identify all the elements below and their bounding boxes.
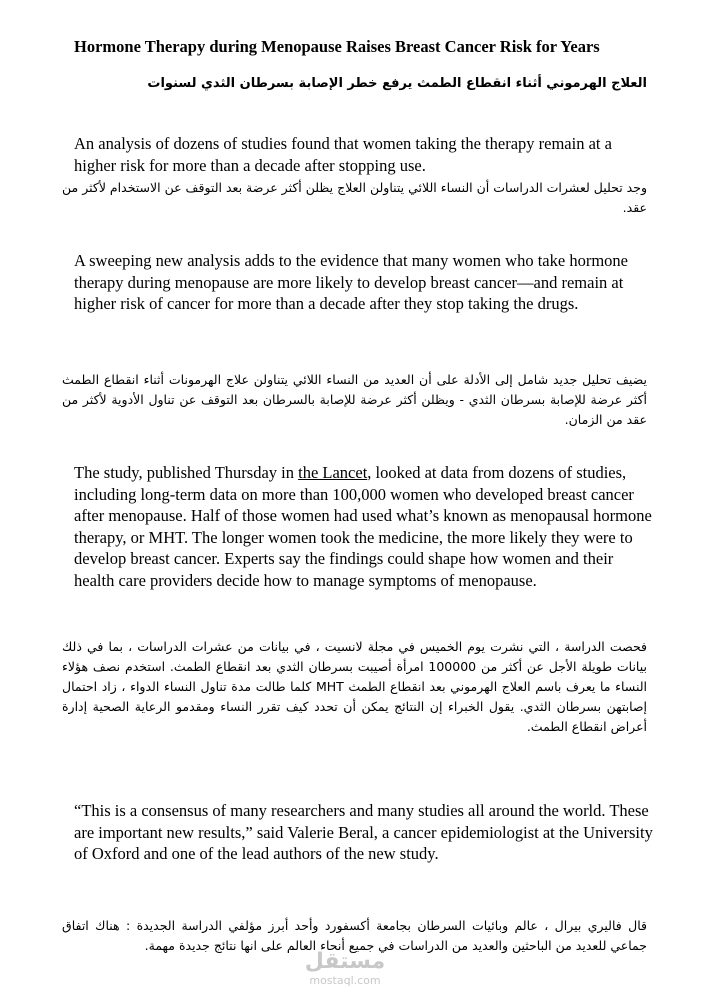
paragraph-1-english: An analysis of dozens of studies found that women taking the therapy remain at a higher risk for more than a decade after stopping use. — [74, 134, 612, 175]
paragraph-1-arabic: وجد تحليل لعشرات الدراسات أن النساء اللائي يتناولن العلاج يظلن أكثر عرضة بعد التوقف عن الاستخدام لأكثر من عقد. — [62, 180, 647, 215]
paragraph-3-text-start: The study, published Thursday in — [74, 463, 299, 482]
paragraph-4-arabic: قال فاليري بيرال ، عالم وبائيات السرطان بجامعة أكسفورد وأحد أبرز مؤلفي الدراسة الجديدة : هناك اتفاق جماعي للعديد من الباحثين والعديد من الدراسات في جميع أنحاء العالم على انها نتائج جديدة مهمة. — [62, 918, 647, 953]
paragraph-4-english: “This is a consensus of many researchers and many studies all around the world. These are important new results,” said Valerie Beral, a cancer epidemiologist at the University of Oxford and one of the lead authors of the new study. — [74, 801, 653, 863]
watermark-logo: مستقل — [304, 949, 386, 974]
watermark-site: mostaql.com — [309, 974, 381, 987]
paragraph-3-text-end: , looked at data from dozens of studies, including long-term data on more than 100,000 women who developed breast cancer after menopause. Half of those women had used what’s known as menopausal hormone therapy, or MHT. The longer women took the medicine, the more likely they were to develop breast cancer. Experts say the findings could shape how women and their health care providers decide how to manage symptoms of menopause. — [74, 463, 652, 590]
title-english: Hormone Therapy during Menopause Raises Breast Cancer Risk for Years — [74, 37, 600, 56]
paragraph-3-arabic: فحصت الدراسة ، التي نشرت يوم الخميس في مجلة لانسيت ، في بيانات من عشرات الدراسات ، بما في ذلك بيانات طويلة الأجل عن أكثر من 100000 امرأة أصيبت بسرطان الثدي بعد انقطاع الطمث. استخدم نصف هؤلاء النساء ما يعرف باسم العلاج الهرموني بعد انقطاع الطمث MHT كلما طالت مدة تناول النساء الدواء ، زاد احتمال إصابتهن بسرطان الثدي. يقول الخبراء إن النتائج يمكن أن تحدد كيف تقرر النساء ومقدمو الرعاية الصحية إدارة أعراض انقطاع الطمث. — [62, 639, 647, 734]
watermark — [290, 950, 400, 987]
lancet-link[interactable]: the Lancet — [298, 463, 368, 482]
paragraph-2-english: A sweeping new analysis adds to the evidence that many women who take hormone therapy during menopause are more likely to develop breast cancer—and remain at higher risk of cancer for more than a decade after they stop taking the drugs. — [74, 251, 628, 313]
paragraph-2-arabic: يضيف تحليل جديد شامل إلى الأدلة على أن العديد من النساء اللائي يتناولن علاج الهرمونات أثناء انقطاع الطمث أكثر عرضة للإصابة بسرطان الثدي - ويظلن أكثر عرضة للإصابة بالسرطان بعد التوقف عن تناول الأدوية لأكثر من عقد من الزمان. — [62, 372, 647, 427]
title-arabic: العلاج الهرموني أثناء انقطاع الطمث يرفع خطر الإصابة بسرطان الثدي لسنوات — [147, 76, 647, 91]
paragraph-3-english — [74, 462, 654, 591]
